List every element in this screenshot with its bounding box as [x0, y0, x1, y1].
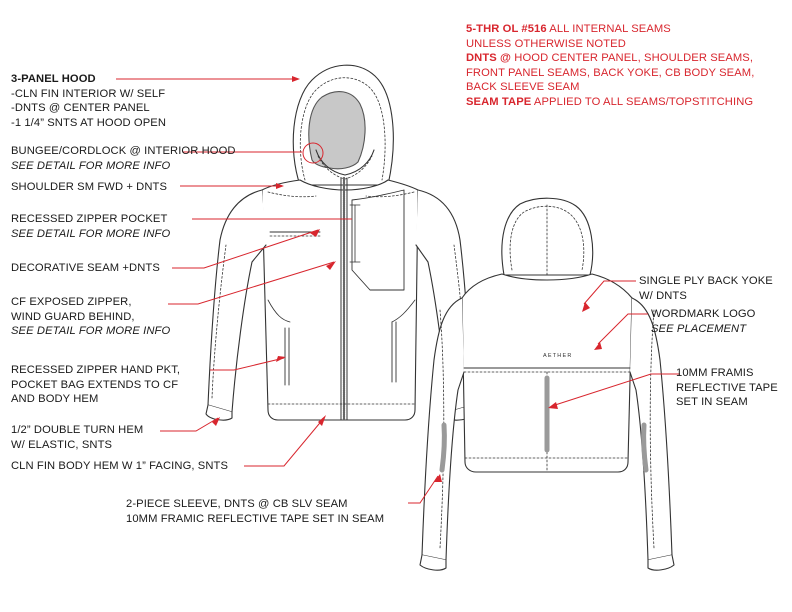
front-left-sleeve [208, 190, 266, 412]
general-construction-notes [466, 22, 754, 110]
header-line1-rest: ALL INTERNAL SEAMS [546, 23, 671, 35]
leader-sleeve-hem [160, 418, 218, 431]
callout-wordmark [651, 307, 755, 336]
callout-back-yoke [639, 274, 773, 303]
callout-decorative-seam [11, 261, 160, 276]
callout-back-yoke-line2: W/ DNTS [639, 289, 687, 302]
callout-hand-pocket-line3: AND BODY HEM [11, 393, 99, 406]
callout-decorative-seam-line1: DECORATIVE SEAM +DNTS [11, 262, 160, 274]
callout-hand-pocket [11, 363, 180, 407]
callout-body-hem-line1: CLN FIN BODY HEM W 1” FACING, SNTS [11, 460, 229, 472]
callout-body-hem [11, 459, 228, 474]
callout-bungee-line1: BUNGEE/CORDLOCK @ INTERIOR HOOD [11, 145, 236, 157]
hood-lining [309, 92, 365, 169]
callout-hood-line2: -DNTS @ CENTER PANEL [11, 102, 150, 115]
callout-sleeve-seam-line1: 2-PIECE SLEEVE, DNTS @ CB SLV SEAM [126, 498, 348, 510]
callout-bungee [11, 144, 236, 173]
header-line6-rest: APPLIED TO ALL SEAMS/TOPSTITCHING [531, 95, 754, 108]
callout-reflective-tape [676, 366, 778, 410]
header-line5: BACK SLEEVE SEAM [466, 81, 580, 94]
callout-chest-pocket-line1: RECESSED ZIPPER POCKET [11, 213, 168, 225]
wordmark-logo: AETHER [543, 353, 573, 359]
header-line4: FRONT PANEL SEAMS, BACK YOKE, CB BODY SEAM, [466, 66, 755, 79]
header-line1-bold: 5-THR OL #516 [466, 23, 547, 35]
callout-sleeve-hem [11, 423, 143, 452]
callout-cf-zipper [11, 295, 170, 339]
callout-hood-line1: -CLN FIN INTERIOR W/ SELF [11, 87, 166, 100]
back-right-sleeve [630, 298, 672, 560]
header-line2: UNLESS OTHERWISE NOTED [466, 37, 626, 50]
callout-sleeve-seam-line2: 10MM FRAMIC REFLECTIVE TAPE SET IN SEAM [126, 512, 385, 525]
callout-hood-title: 3-PANEL HOOD [11, 73, 96, 85]
callout-reflective-tape-line2: REFLECTIVE TAPE [676, 381, 778, 394]
callout-chest-pocket-line2: SEE DETAIL FOR MORE INFO [11, 227, 171, 240]
callout-hand-pocket-line2: POCKET BAG EXTENDS TO CF [11, 378, 179, 391]
callout-sleeve-seam [126, 497, 384, 526]
callout-shoulder-line1: SHOULDER SM FWD + DNTS [11, 181, 168, 193]
callout-chest-pocket [11, 212, 170, 241]
callout-cf-zipper-line2: WIND GUARD BEHIND, [11, 310, 135, 323]
callout-hood-line3: -1 1/4” SNTS AT HOOD OPEN [11, 116, 167, 129]
callout-hood [11, 72, 166, 130]
callout-cf-zipper-line1: CF EXPOSED ZIPPER, [11, 296, 132, 308]
callout-bungee-line2: SEE DETAIL FOR MORE INFO [11, 159, 171, 172]
callout-sleeve-hem-line2: W/ ELASTIC, SNTS [11, 438, 113, 451]
callout-reflective-tape-line1: 10MM FRAMIS [676, 367, 754, 379]
callout-shoulder [11, 180, 167, 195]
callout-reflective-tape-line3: SET IN SEAM [676, 396, 748, 409]
header-line6-bold: SEAM TAPE [466, 95, 532, 108]
leader-body-hem [244, 418, 324, 466]
callout-hand-pocket-line1: RECESSED ZIPPER HAND PKT, [11, 364, 181, 376]
left-sleeve-reflective-tape [442, 425, 444, 470]
callout-cf-zipper-line3: SEE DETAIL FOR MORE INFO [11, 325, 171, 338]
callout-wordmark-line1: WORDMARK LOGO [651, 308, 756, 320]
callout-wordmark-line2: SEE PLACEMENT [651, 322, 747, 335]
callout-sleeve-hem-line1: 1/2” DOUBLE TURN HEM [11, 424, 144, 436]
callout-back-yoke-line1: SINGLE PLY BACK YOKE [639, 275, 773, 287]
header-line3-rest: HOOD CENTER PANEL, SHOULDER SEAMS, [511, 52, 754, 65]
header-line3-bold: DNTS @ [466, 52, 512, 65]
right-sleeve-reflective-tape [644, 425, 646, 470]
